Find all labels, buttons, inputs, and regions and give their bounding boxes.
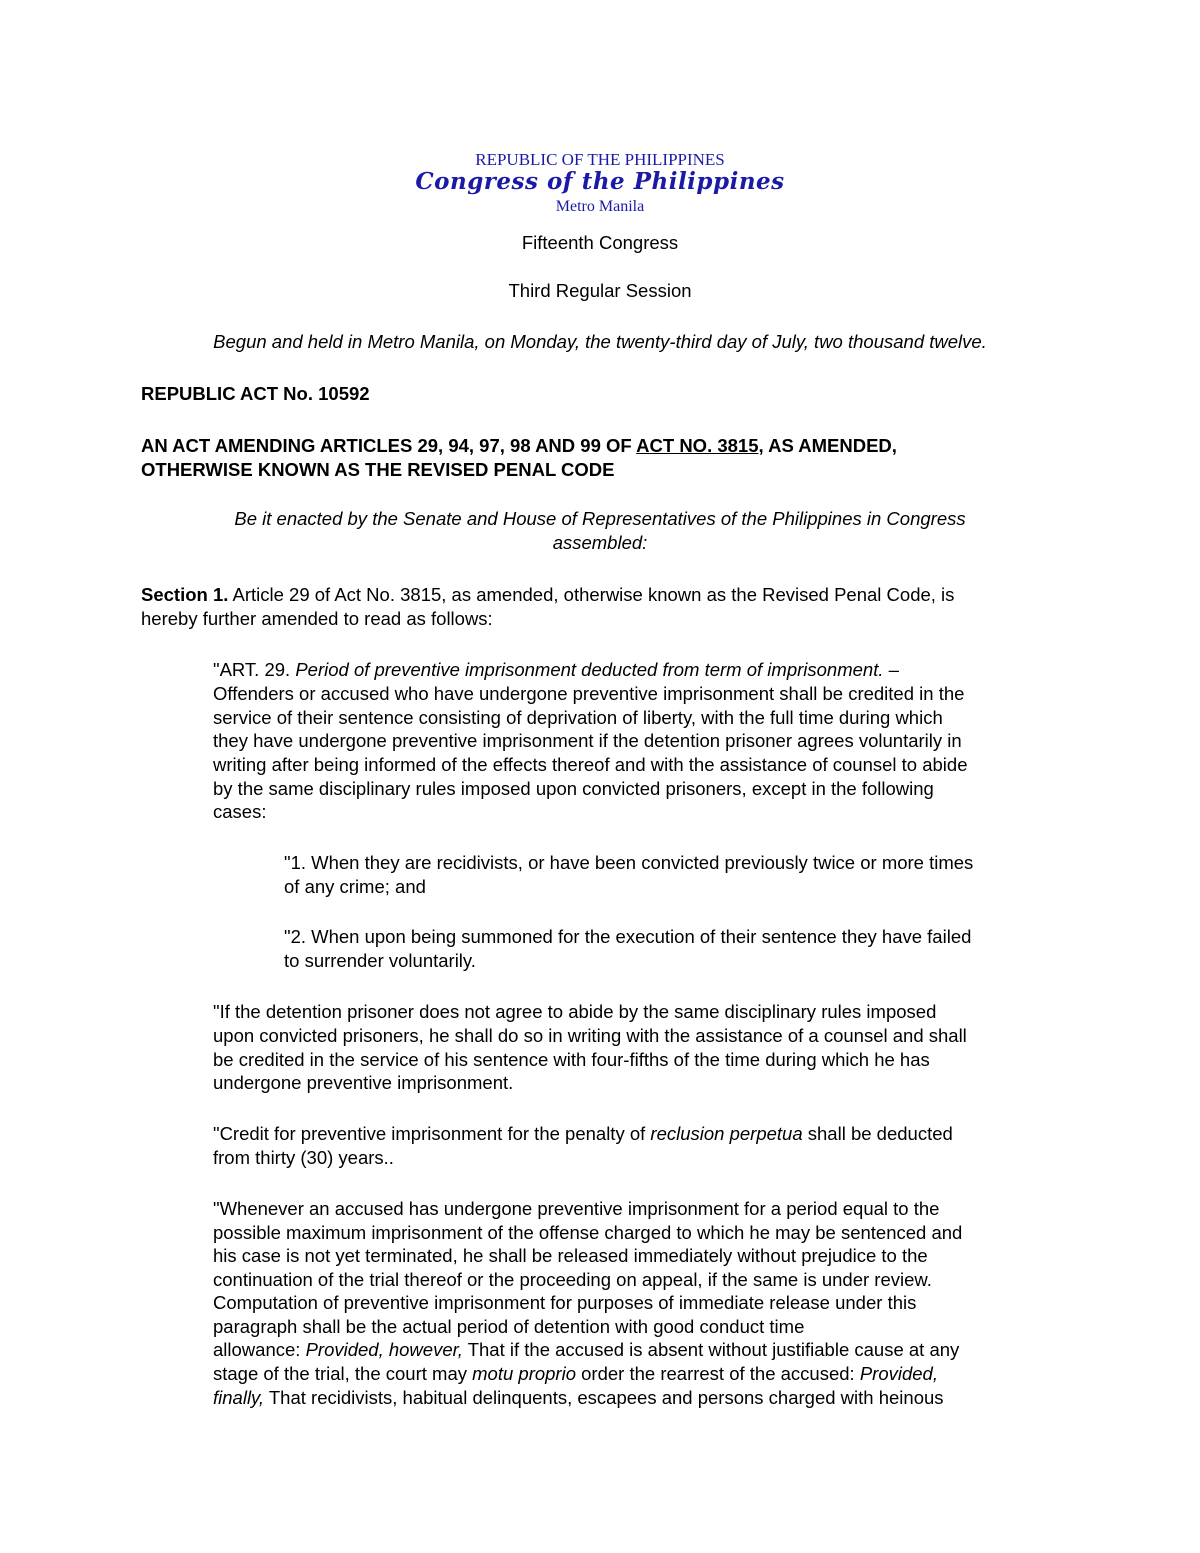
art29-line: Offenders or accused who have undergone preventive imprisonment shall be credited in the [213,683,965,704]
act-title-line-1 [141,434,897,458]
para-2-line: undergone preventive imprisonment. [213,1072,514,1093]
para-4-line [213,1338,959,1362]
para-3-line-2: from thirty (30) years.. [213,1147,394,1168]
location-heading: Metro Manila [555,198,645,215]
section-1-line-1 [141,583,954,607]
para-4-italic: Provided, [859,1363,938,1384]
para-4-text: allowance: [213,1339,306,1360]
act-title-text: , AS AMENDED, [758,435,897,456]
case-2-line-1: "2. When upon being summoned for the execution of their sentence they have failed [284,926,972,947]
act-number: REPUBLIC ACT No. 10592 [141,383,370,404]
art29-line: writing after being informed of the effects thereof and with the assistance of counsel to abide [213,754,968,775]
enacting-clause-line-1: Be it enacted by the Senate and House of Representatives of the Philippines in Congress [234,508,966,529]
para-4-line: his case is not yet terminated, he shall be released immediately without prejudice to the [213,1245,928,1266]
section-1-heading: Section 1. [141,584,229,605]
art29-line: cases: [213,801,267,822]
para-4-line: continuation of the trial thereof or the proceeding on appeal, if the same is under review. [213,1269,932,1290]
para-4-italic: motu proprio [472,1363,576,1384]
para-3-italic: reclusion perpetua [650,1123,803,1144]
art29-line: by the same disciplinary rules imposed upon convicted prisoners, except in the following [213,778,934,799]
para-4-text: order the rearrest of the accused: [576,1363,860,1384]
para-4-italic: finally, [213,1387,265,1408]
art29-prefix: "ART. 29. [213,659,296,680]
art29-line: service of their sentence consisting of deprivation of liberty, with the full time during which [213,707,943,728]
case-1-line-2: of any crime; and [284,876,426,897]
case-1-line-1: "1. When they are recidivists, or have been convicted previously twice or more times [284,852,974,873]
para-2-line: "If the detention prisoner does not agree to abide by the same disciplinary rules imposed [213,1001,937,1022]
para-2-line: be credited in the service of his sentence with four-fifths of the time during which he has [213,1049,930,1070]
para-3-line-1 [213,1122,953,1146]
para-4-italic: Provided, however, [305,1339,463,1360]
congress-seal-text: Congress of the Philippines [415,168,785,195]
para-4-text: stage of the trial, the court may [213,1363,473,1384]
act-title-line-2: OTHERWISE KNOWN AS THE REVISED PENAL CODE [141,459,615,480]
case-2-line-2: to surrender voluntarily. [284,950,476,971]
enacting-clause-line-2: assembled: [552,532,648,553]
section-1-text: Article 29 of Act No. 3815, as amended, otherwise known as the Revised Penal Code, is [228,584,955,605]
art29-title: Period of preventive imprisonment deducted from term of imprisonment. [295,659,884,680]
para-4-line: paragraph shall be the actual period of detention with good conduct time [213,1316,805,1337]
art29-line: they have undergone preventive imprisonment if the detention prisoner agrees voluntarily in [213,730,962,751]
para-4-line [213,1362,938,1386]
para-4-text: That recidivists, habitual delinquents, escapees and persons charged with heinous [264,1387,944,1408]
congress-number: Fifteenth Congress [521,232,679,253]
para-4-line [213,1386,944,1410]
act-3815-link[interactable]: ACT NO. 3815 [636,435,759,456]
session-name: Third Regular Session [508,280,692,301]
para-4-text: That if the accused is absent without justifiable cause at any [462,1339,960,1360]
section-1-line-2: hereby further amended to read as follows: [141,608,493,629]
act-title-text: AN ACT AMENDING ARTICLES 29, 94, 97, 98 AND 99 OF [141,435,637,456]
session-begun: Begun and held in Metro Manila, on Monday, the twenty-third day of July, two thousand twelve. [213,331,987,352]
para-2-line: upon convicted prisoners, he shall do so in writing with the assistance of a counsel and shall [213,1025,967,1046]
republic-heading: REPUBLIC OF THE PHILIPPINES [475,150,725,169]
para-4-line: possible maximum imprisonment of the offense charged to which he may be sentenced and [213,1222,963,1243]
para-3-text: shall be deducted [802,1123,953,1144]
para-4-line: "Whenever an accused has undergone preventive imprisonment for a period equal to the [213,1198,940,1219]
para-4-line: Computation of preventive imprisonment for purposes of immediate release under this [213,1292,917,1313]
para-3-text: "Credit for preventive imprisonment for the penalty of [213,1123,651,1144]
art29-dash: – [883,659,899,680]
art29-title-line [213,658,899,682]
